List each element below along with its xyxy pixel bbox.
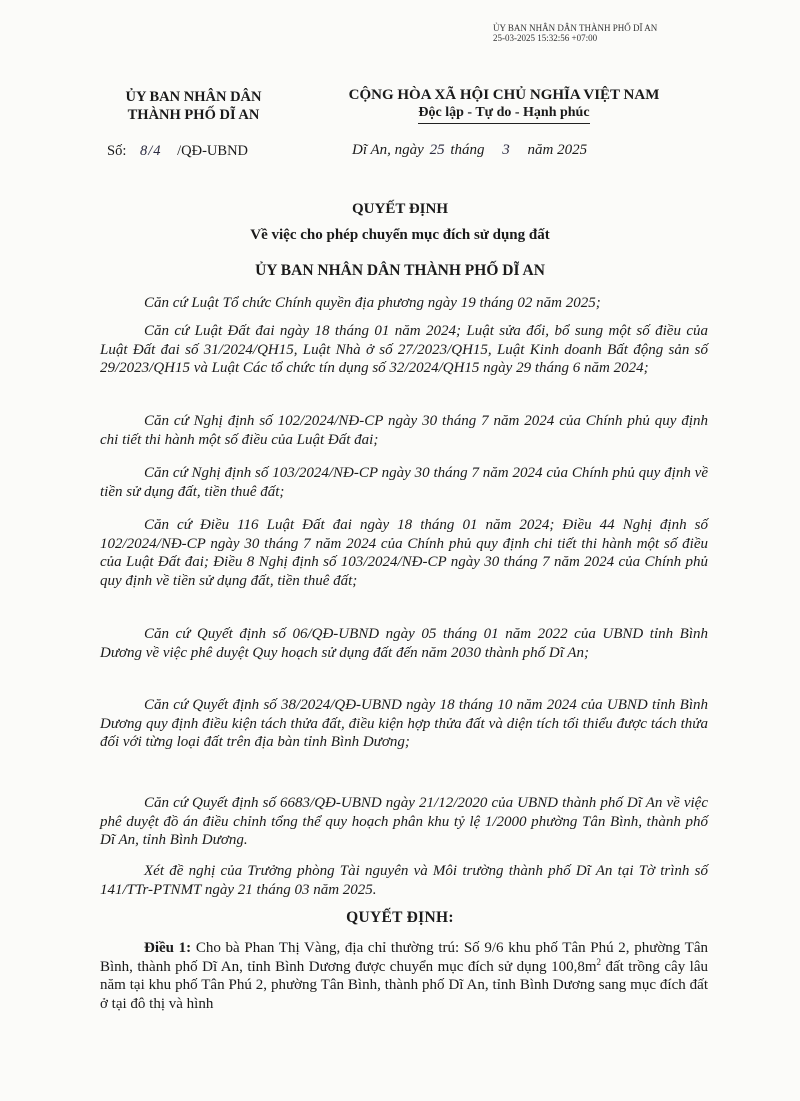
stamp-signer: ỦY BAN NHÂN DÂN THÀNH PHỐ DĨ AN	[493, 23, 658, 33]
legal-basis-7: Căn cứ Quyết định số 38/2024/QĐ-UBND ngày 18 tháng 10 năm 2024 của UBND tỉnh Bình Dương quy định điều kiện tách thửa đất, điều kiện hợp thửa đất và diện tích tối thiểu được tách thửa đối với từng loại đất trên địa bàn tỉnh Bình Dương;	[100, 697, 708, 750]
decision-authority: ỦY BAN NHÂN DÂN THÀNH PHỐ DĨ AN	[255, 262, 545, 279]
national-name: CỘNG HÒA XÃ HỘI CHỦ NGHĨA VIỆT NAM	[348, 87, 660, 103]
digital-signature-stamp	[493, 23, 733, 43]
article-1-text-a: Cho bà Phan Thị Vàng, địa chỉ thường trú: Số 9/6 khu phố Tân Phú 2, phường Tân Bình, thành phố Dĩ An, tỉnh Bình Dương được chuyển mục đích sử dụng 100,8m	[100, 940, 709, 975]
area-unit-superscript: 2	[596, 956, 601, 967]
date-month: 3	[502, 142, 510, 158]
authority-line-1: ỦY BAN NHÂN DÂN	[125, 89, 262, 105]
legal-basis-5: Căn cứ Điều 116 Luật Đất đai ngày 18 tháng 01 năm 2024; Điều 44 Nghị định số 102/2024/NĐ-CP ngày 30 tháng 7 năm 2024 của Chính phủ quy định chi tiết thi hành một số điều của Luật Đất đai; Điều 8 Nghị định số 103/2024/NĐ-CP ngày 30 tháng 7 năm 2024 của Chính phủ quy định về tiền sử dụng đất, tiền thuê đất;	[100, 517, 708, 589]
document-title: QUYẾT ĐỊNH	[352, 201, 448, 217]
legal-basis-6: Căn cứ Quyết định số 06/QĐ-UBND ngày 05 tháng 01 năm 2022 của UBND tỉnh Bình Dương về việc phê duyệt Quy hoạch sử dụng đất đến năm 2030 thành phố Dĩ An;	[100, 626, 708, 661]
document-number	[107, 143, 248, 160]
doc-number-value: 8/4	[139, 143, 162, 159]
national-motto: Độc lập - Tự do - Hạnh phúc	[418, 105, 590, 120]
article-1-text-b: đất trồng cây lâu năm tại khu phố Tân Phú 2, phường Tân Bình, thành phố Dĩ An, tỉnh Bình Dương sang mục đích đất ở tại đô thị và hình	[100, 958, 708, 1012]
date-day: 25	[429, 142, 445, 158]
legal-basis-1: Căn cứ Luật Tổ chức Chính quyền địa phương ngày 19 tháng 02 năm 2025;	[144, 295, 601, 311]
doc-number-prefix: Số:	[107, 143, 127, 159]
document-subtitle: Về việc cho phép chuyển mục đích sử dụng đất	[250, 227, 550, 243]
legal-basis-2: Căn cứ Luật Đất đai ngày 18 tháng 01 năm 2024; Luật sửa đổi, bổ sung một số điều của Luật Đất đai số 31/2024/QH15, Luật Nhà ở số 27/2023/QH15, Luật Kinh doanh Bất động sản số 29/2023/QH15 và Luật Các tổ chức tín dụng số 32/2024/QH15 ngày 29 tháng 6 năm 2024;	[100, 323, 708, 376]
place-date	[352, 142, 587, 159]
legal-basis-8: Căn cứ Quyết định số 6683/QĐ-UBND ngày 21/12/2020 của UBND thành phố Dĩ An về việc phê duyệt đồ án điều chỉnh tổng thể quy hoạch phân khu tỷ lệ 1/2000 phường Tân Bình, thành phố Dĩ An, tỉnh Bình Dương.	[100, 795, 708, 848]
decision-heading: QUYẾT ĐỊNH:	[346, 909, 454, 926]
stamp-timestamp: 25-03-2025 15:32:56 +07:00	[493, 33, 598, 43]
motto-underline	[418, 123, 590, 124]
year-label: năm 2025	[527, 142, 588, 158]
legal-basis-4: Căn cứ Nghị định số 103/2024/NĐ-CP ngày 30 tháng 7 năm 2024 của Chính phủ quy định về tiền sử dụng đất, tiền thuê đất;	[100, 465, 708, 500]
article-1	[100, 939, 708, 1013]
issuing-authority-header	[96, 88, 291, 124]
national-header	[300, 86, 708, 124]
authority-line-2: THÀNH PHỐ DĨ AN	[127, 107, 260, 123]
place-prefix: Dĩ An, ngày	[352, 142, 424, 158]
month-label: tháng	[450, 142, 485, 158]
proposal-consideration: Xét đề nghị của Trưởng phòng Tài nguyên và Môi trường thành phố Dĩ An tại Tờ trình số 141/TTr-PTNMT ngày 21 tháng 03 năm 2025.	[100, 863, 708, 898]
doc-number-suffix: /QĐ-UBND	[177, 143, 249, 159]
article-1-label: Điều 1:	[144, 940, 192, 956]
legal-basis-3: Căn cứ Nghị định số 102/2024/NĐ-CP ngày 30 tháng 7 năm 2024 của Chính phủ quy định chi tiết thi hành một số điều của Luật Đất đai;	[100, 413, 708, 448]
